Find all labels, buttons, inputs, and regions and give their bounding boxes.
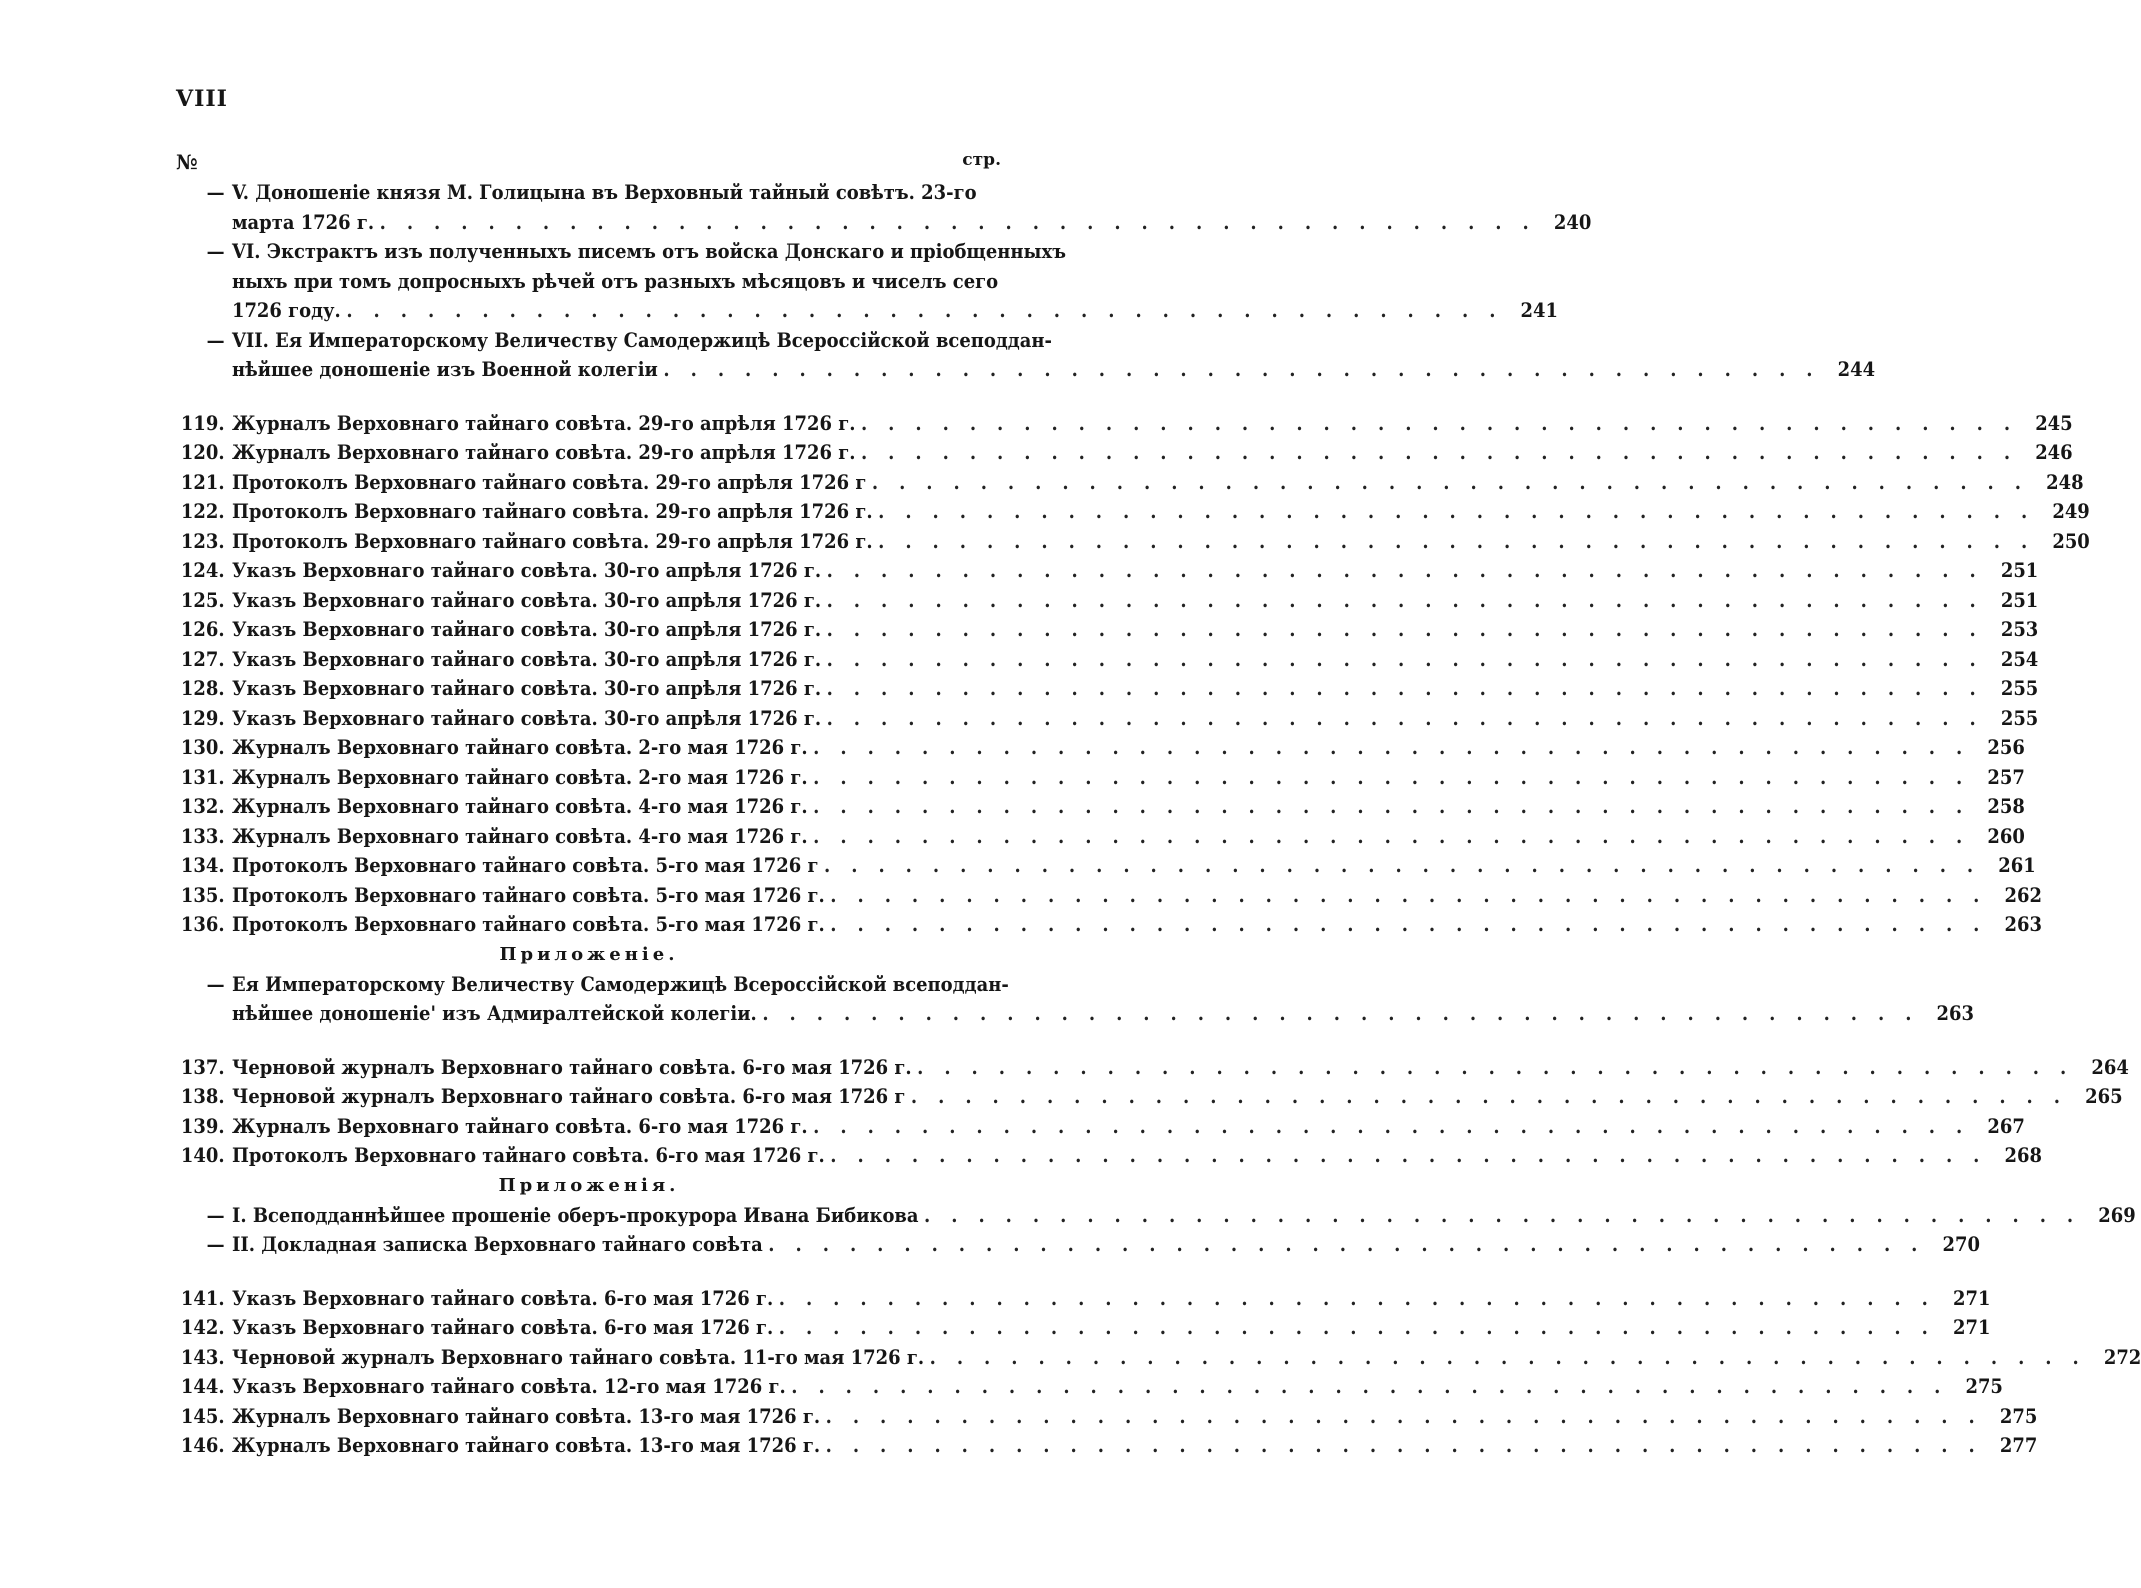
entry-number: 138. (180, 1085, 225, 1108)
toc-entry-line (174, 1230, 1981, 1260)
leader-dots: . . . . . . . . . . . . . . . . . . . . . . . . . . . . . . . . . . . . . . . . . . . (878, 500, 2035, 523)
entry-number: — (206, 328, 225, 352)
leader-dots: . . . . . . . . . . . . . . . . . . . . . . . . . . . . . . . . . . . . . . . . . . . (813, 765, 1970, 789)
entry-page: 275 (1965, 1375, 2003, 1398)
toc-entry-line (174, 822, 2025, 852)
entry-title: Журналъ Верховнаго тайнаго совѣта. 4-го мая 1726 г. (231, 795, 808, 818)
entry-page: 262 (2004, 883, 2042, 907)
entry-title: Журналъ Верховнаго тайнаго совѣта. 13-го мая 1726 г. (231, 1404, 821, 1428)
entry-page: 261 (1998, 854, 2036, 877)
entry-page: 270 (1942, 1233, 1981, 1256)
entry-number: 142. (180, 1316, 225, 1339)
entry-page: 249 (2052, 500, 2090, 523)
leader-dots: . . . . . . . . . . . . . . . . . . . . . . . . . . . . . . . . . . . . . . . . . . . (826, 706, 1984, 730)
entry-page: 277 (1999, 1434, 2038, 1457)
entry-title: Указъ Верховнаго тайнаго совѣта. 6-го мая 1726 г. (231, 1286, 774, 1310)
entry-title-continued: марта 1726 г. (231, 210, 375, 234)
toc-entry (174, 645, 2039, 675)
entry-page: 263 (1936, 1002, 1975, 1025)
entry-title: Журналъ Верховнаго тайнаго совѣта. 29-го апрѣля 1726 г. (231, 441, 856, 464)
entry-title: Журналъ Верховнаго тайнаго совѣта. 13-го мая 1726 г. (231, 1434, 821, 1457)
entry-page: 250 (2052, 529, 2090, 553)
toc-entry (174, 438, 2073, 468)
toc-entry (174, 1313, 1991, 1343)
entry-title: VII. Ея Императорскому Величеству Самодержицѣ Всероссійской всеподдан- (231, 328, 1052, 352)
entry-number: 119. (180, 411, 225, 435)
leader-dots: . . . . . . . . . . . . . . . . . . . . . . . . . . . . . . . . . . . . . . . . . . . (826, 677, 1984, 700)
leader-dots: . . . . . . . . . . . . . . . . . . . . . . . . . . . . . . . . . . . . . . . . . . . (871, 470, 2029, 494)
toc-entry-continuation (174, 267, 1004, 297)
toc-entry-line (174, 586, 2039, 616)
entry-title: Журналъ Верховнаго тайнаго совѣта. 6-го мая 1726 г. (231, 1114, 808, 1138)
leader-dots: . . . . . . . . . . . . . . . . . . . . . . . . . . . . . . . . . . . . . . . . . . . (813, 1114, 1970, 1138)
toc-entry-line (174, 1112, 2025, 1142)
entry-page: 271 (1952, 1286, 1991, 1310)
toc-entry (174, 237, 1559, 326)
leader-dots: . . . . . . . . . . . . . . . . . . . . . . . . . . . . . . . . . . . . . . . . . . . (826, 559, 1984, 582)
toc-entry (174, 822, 2025, 852)
group-2 (174, 409, 2090, 940)
toc-entry-line (174, 645, 2039, 675)
entry-title: Протоколъ Верховнаго тайнаго совѣта. 6-го мая 1726 г. (231, 1144, 825, 1167)
entry-page: 241 (1520, 299, 1559, 322)
toc-entry (174, 1201, 2136, 1231)
toc-entry (174, 1431, 2038, 1461)
entry-title: Журналъ Верховнаго тайнаго совѣта. 29-го апрѣля 1726 г. (231, 411, 856, 435)
entry-page: 245 (2035, 411, 2073, 435)
entry-page: 251 (2000, 588, 2039, 612)
leader-dots: . . . . . . . . . . . . . . . . . . . . . . . . . . . . . . . . . . . . . . . . . . . (346, 299, 1503, 322)
toc-entry-line (174, 1343, 2141, 1373)
leader-dots: . . . . . . . . . . . . . . . . . . . . . . . . . . . . . . . . . . . . . . . . . . . (830, 1144, 1987, 1167)
leader-dots: . . . . . . . . . . . . . . . . . . . . . . . . . . . . . . . . . . . . . . . . . . . (917, 1055, 2074, 1079)
toc-entry-line (174, 237, 1066, 267)
entry-number: 135. (180, 883, 225, 907)
entry-title: Ея Императорскому Величеству Самодержицѣ Всероссійской всеподдан- (231, 972, 1009, 996)
entry-title: Журналъ Верховнаго тайнаго совѣта. 4-го мая 1726 г. (231, 824, 808, 848)
entry-number: 140. (180, 1144, 225, 1167)
entry-title: Черновой журналъ Верховнаго тайнаго совѣта. 6-го мая 1726 г. (231, 1055, 912, 1079)
leader-dots: . . . . . . . . . . . . . . . . . . . . . . . . . . . . . . . . . . . . . . . . . . . (826, 647, 1984, 671)
entry-title: Протоколъ Верховнаго тайнаго совѣта. 29-го апрѣля 1726 г. (231, 500, 873, 523)
toc-entry (174, 1082, 2123, 1112)
entry-page: 260 (1987, 824, 2025, 848)
entry-title-continued: ныхъ при томъ допросныхъ рѣчей отъ разныхъ мѣсяцовъ и чиселъ сего (231, 269, 999, 293)
leader-dots: . . . . . . . . . . . . . . . . . . . . . . . . . . . . . . . . . . . . . . . . . . . (762, 1002, 1919, 1025)
entry-number: — (206, 1203, 225, 1227)
toc-entry-line (174, 1313, 1991, 1343)
entry-page: 263 (2004, 913, 2042, 936)
toc-entry (174, 763, 2025, 793)
entry-page: 246 (2035, 441, 2073, 464)
toc-entry-line (174, 1431, 2038, 1461)
entry-title-continued: нѣйшее доношеніе изъ Военной колегіи (231, 358, 658, 381)
entry-number: 133. (180, 824, 225, 848)
entry-number: 131. (180, 765, 225, 789)
entry-number: 137. (180, 1055, 225, 1079)
toc-entry-line (174, 527, 2090, 557)
entry-number: — (206, 972, 225, 996)
entry-number: 121. (180, 470, 225, 494)
entry-title: II. Докладная записка Верховнаго тайнаго совѣта (231, 1233, 763, 1256)
leader-dots: . . . . . . . . . . . . . . . . . . . . . . . . . . . . . . . . . . . . . . . . . . . (878, 529, 2035, 553)
toc-entry-line (174, 851, 2036, 881)
toc-entry-line (174, 1082, 2123, 1112)
leader-dots: . . . . . . . . . . . . . . . . . . . . . . . . . . . . . . . . . . . . . . . . . . . (826, 618, 1984, 641)
entry-page: 264 (2091, 1055, 2129, 1079)
toc-entry (174, 1053, 2129, 1083)
toc-entry-line (174, 468, 2084, 498)
toc-entry-line (174, 409, 2073, 439)
leader-dots: . . . . . . . . . . . . . . . . . . . . . . . . . . . . . . . . . . . . . . . . . . . (830, 883, 1987, 907)
entry-number: 120. (180, 441, 225, 464)
toc-entry-line (174, 178, 1004, 208)
entry-page: 255 (2000, 677, 2039, 700)
toc-entry (174, 881, 2042, 911)
leader-dots: . . . . . . . . . . . . . . . . . . . . . . . . . . . . . . . . . . . . . . . . . . . (379, 210, 1537, 234)
section-gap (174, 1029, 1004, 1053)
toc-entry (174, 792, 2025, 822)
entry-title: VI. Экстрактъ изъ полученныхъ писемъ отъ войска Донскаго и пріобщенныхъ (231, 240, 1066, 263)
entry-page: 272 (2103, 1345, 2141, 1369)
entry-number: — (206, 181, 225, 204)
leader-dots: . . . . . . . . . . . . . . . . . . . . . . . . . . . . . . . . . . . . . . . . . . . (663, 358, 1820, 381)
entry-number: 132. (180, 795, 225, 818)
toc-entry-line (174, 792, 2025, 822)
entry-title: Указъ Верховнаго тайнаго совѣта. 30-го апрѣля 1726 г. (231, 588, 822, 612)
toc-entry-line (174, 970, 1009, 1000)
toc-entry-continuation (174, 208, 1592, 238)
toc-entry (174, 615, 2039, 645)
entry-number: 129. (180, 706, 225, 730)
toc-entry (174, 674, 2039, 704)
entry-number: 139. (180, 1114, 225, 1138)
toc-entry (174, 556, 2039, 586)
leader-dots: . . . . . . . . . . . . . . . . . . . . . . . . . . . . . . . . . . . . . . . . . . . (791, 1375, 1948, 1398)
group-3 (174, 1053, 2129, 1171)
entry-title-continued: 1726 году. (231, 299, 341, 322)
leader-dots: . . . . . . . . . . . . . . . . . . . . . . . . . . . . . . . . . . . . . . . . . . . (826, 588, 1984, 612)
entry-page: 255 (2000, 706, 2039, 730)
entry-title: Черновой журналъ Верховнаго тайнаго совѣта. 11-го мая 1726 г. (231, 1345, 925, 1369)
entry-number: 126. (180, 618, 225, 641)
leader-dots: . . . . . . . . . . . . . . . . . . . . . . . . . . . . . . . . . . . . . . . . . . . (813, 736, 1970, 759)
entry-title: Журналъ Верховнаго тайнаго совѣта. 2-го мая 1726 г. (231, 736, 808, 759)
entry-page: 248 (2046, 470, 2084, 494)
entry-number: 122. (180, 500, 225, 523)
toc-entry-line (174, 704, 2039, 734)
entry-title: Указъ Верховнаго тайнаго совѣта. 30-го апрѣля 1726 г. (231, 618, 822, 641)
entry-number: 130. (180, 736, 225, 759)
entry-title: Журналъ Верховнаго тайнаго совѣта. 2-го мая 1726 г. (231, 765, 808, 789)
toc-entry-line (174, 326, 1052, 356)
number-column-header: № (176, 150, 198, 174)
entry-page: 253 (2000, 618, 2039, 641)
toc-entry (174, 733, 2025, 763)
entry-number: 136. (180, 913, 225, 936)
entry-number: 134. (180, 854, 225, 877)
appendix-1-entries (174, 970, 1975, 1029)
group-4 (174, 1284, 2141, 1461)
toc-entry (174, 326, 1876, 385)
entry-title: Протоколъ Верховнаго тайнаго совѣта. 29-го апрѣля 1726 г (231, 470, 867, 494)
toc-entry (174, 1372, 2003, 1402)
entry-number: 146. (180, 1434, 225, 1457)
toc-entry-line (174, 1141, 2042, 1171)
table-of-contents (174, 178, 2141, 1461)
toc-entry (174, 910, 2042, 940)
appendixes-heading: Приложенія. (498, 1174, 680, 1196)
leader-dots: . . . . . . . . . . . . . . . . . . . . . . . . . . . . . . . . . . . . . . . . . . . (813, 795, 1970, 818)
entry-page: 244 (1837, 358, 1876, 381)
leader-dots: . . . . . . . . . . . . . . . . . . . . . . . . . . . . . . . . . . . . . . . . . . . (824, 854, 1981, 877)
toc-entry-continuation (174, 999, 1975, 1029)
leader-dots: . . . . . . . . . . . . . . . . . . . . . . . . . . . . . . . . . . . . . . . . . . . (825, 1404, 1983, 1428)
toc-entry-line (174, 556, 2039, 586)
toc-entry-line (174, 1402, 2038, 1432)
entry-title: Протоколъ Верховнаго тайнаго совѣта. 5-го мая 1726 г. (231, 883, 825, 907)
toc-entry (174, 970, 1975, 1029)
leader-dots: . . . . . . . . . . . . . . . . . . . . . . . . . . . . . . . . . . . . . . . . . . . (825, 1434, 1983, 1457)
toc-entry-line (174, 881, 2042, 911)
entry-number: — (206, 1233, 225, 1256)
toc-entry (174, 851, 2036, 881)
entry-number: 141. (180, 1286, 225, 1310)
entry-title: Протоколъ Верховнаго тайнаго совѣта. 29-го апрѣля 1726 г. (231, 529, 873, 553)
toc-entry (174, 1284, 1991, 1314)
toc-entry (174, 178, 1592, 237)
entry-title: Указъ Верховнаго тайнаго совѣта. 30-го апрѣля 1726 г. (231, 706, 822, 730)
entry-page: 275 (1999, 1404, 2038, 1428)
entry-title: Черновой журналъ Верховнаго тайнаго совѣта. 6-го мая 1726 г (231, 1085, 906, 1108)
entry-number: 123. (180, 529, 225, 553)
entry-number: — (206, 240, 225, 263)
entry-title: Протоколъ Верховнаго тайнаго совѣта. 5-го мая 1726 г (231, 854, 819, 877)
leader-dots: . . . . . . . . . . . . . . . . . . . . . . . . . . . . . . . . . . . . . . . . . . . (778, 1316, 1936, 1339)
toc-entry-line (174, 763, 2025, 793)
entry-title: Указъ Верховнаго тайнаго совѣта. 30-го апрѣля 1726 г. (231, 647, 822, 671)
entry-title: Указъ Верховнаго тайнаго совѣта. 30-го апрѣля 1726 г. (231, 559, 822, 582)
toc-entry-line (174, 910, 2042, 940)
entry-page: 257 (1987, 765, 2025, 789)
entry-number: 124. (180, 559, 225, 582)
group-1 (174, 178, 1876, 385)
entry-number: 127. (180, 647, 225, 671)
toc-entry (174, 1343, 2141, 1373)
entry-number: 143. (180, 1345, 225, 1369)
toc-entry-line (174, 1053, 2129, 1083)
toc-entry (174, 497, 2090, 527)
toc-entry-line (174, 733, 2025, 763)
entry-page: 254 (2000, 647, 2039, 671)
entry-number: 125. (180, 588, 225, 612)
toc-entry (174, 704, 2039, 734)
leader-dots: . . . . . . . . . . . . . . . . . . . . . . . . . . . . . . . . . . . . . . . . . . . (813, 824, 1970, 848)
entry-title: Указъ Верховнаго тайнаго совѣта. 6-го мая 1726 г. (231, 1316, 774, 1339)
entry-page: 265 (2085, 1085, 2123, 1108)
toc-entry-line (174, 1372, 2003, 1402)
leader-dots: . . . . . . . . . . . . . . . . . . . . . . . . . . . . . . . . . . . . . . . . . . . (924, 1203, 2081, 1227)
toc-entry-line (174, 615, 2039, 645)
entry-page: 268 (2004, 1144, 2042, 1167)
entry-title: V. Доношеніе князя М. Голицына въ Верховный тайный совѣтъ. 23-го (231, 181, 977, 204)
toc-entry-continuation (174, 355, 1876, 385)
leader-dots: . . . . . . . . . . . . . . . . . . . . . . . . . . . . . . . . . . . . . . . . . . . (929, 1345, 2087, 1369)
leader-dots: . . . . . . . . . . . . . . . . . . . . . . . . . . . . . . . . . . . . . . . . . . . (860, 411, 2018, 435)
toc-entry (174, 1112, 2025, 1142)
toc-entry-line (174, 1284, 1991, 1314)
entry-title: Указъ Верховнаго тайнаго совѣта. 12-го мая 1726 г. (231, 1375, 786, 1398)
section-gap (174, 385, 1004, 409)
entry-page: 269 (2098, 1203, 2136, 1227)
entry-title-continued: нѣйшее доношеніе' изъ Адмиралтейской колегіи. (231, 1002, 757, 1025)
entry-page: 256 (1987, 736, 2025, 759)
toc-entry (174, 527, 2090, 557)
toc-entry (174, 468, 2084, 498)
toc-entry (174, 1230, 1981, 1260)
page-number: VIII (176, 86, 228, 112)
entry-page: 240 (1553, 210, 1592, 234)
page-column-header: стр. (962, 150, 1001, 170)
entry-page: 251 (2000, 559, 2039, 582)
entry-number: 128. (180, 677, 225, 700)
entry-title: Указъ Верховнаго тайнаго совѣта. 30-го апрѣля 1726 г. (231, 677, 822, 700)
toc-entry (174, 586, 2039, 616)
entry-number: 145. (180, 1404, 225, 1428)
toc-entry-line (174, 674, 2039, 704)
entry-title: I. Всеподданнѣйшее прошеніе оберъ-прокурора Ивана Бибикова (231, 1203, 919, 1227)
appendix-2-entries (174, 1201, 2136, 1260)
toc-entry (174, 1141, 2042, 1171)
toc-entry (174, 1402, 2038, 1432)
entry-page: 271 (1952, 1316, 1991, 1339)
toc-entry-line (174, 438, 2073, 468)
toc-entry (174, 409, 2073, 439)
leader-dots: . . . . . . . . . . . . . . . . . . . . . . . . . . . . . . . . . . . . . . . . . . . (830, 913, 1987, 936)
leader-dots: . . . . . . . . . . . . . . . . . . . . . . . . . . . . . . . . . . . . . . . . . . . (768, 1233, 1925, 1256)
leader-dots: . . . . . . . . . . . . . . . . . . . . . . . . . . . . . . . . . . . . . . . . . . . (860, 441, 2018, 464)
entry-page: 258 (1987, 795, 2025, 818)
section-gap (174, 1260, 1004, 1284)
toc-entry-continuation (174, 296, 1559, 326)
entry-number: 144. (180, 1375, 225, 1398)
leader-dots: . . . . . . . . . . . . . . . . . . . . . . . . . . . . . . . . . . . . . . . . . . . (778, 1286, 1936, 1310)
leader-dots: . . . . . . . . . . . . . . . . . . . . . . . . . . . . . . . . . . . . . . . . . . . (910, 1085, 2068, 1108)
appendix-heading: Приложеніе. (499, 943, 679, 965)
entry-title: Протоколъ Верховнаго тайнаго совѣта. 5-го мая 1726 г. (231, 913, 825, 936)
toc-entry-line (174, 497, 2090, 527)
entry-page: 267 (1987, 1114, 2025, 1138)
toc-entry-line (174, 1201, 2136, 1231)
